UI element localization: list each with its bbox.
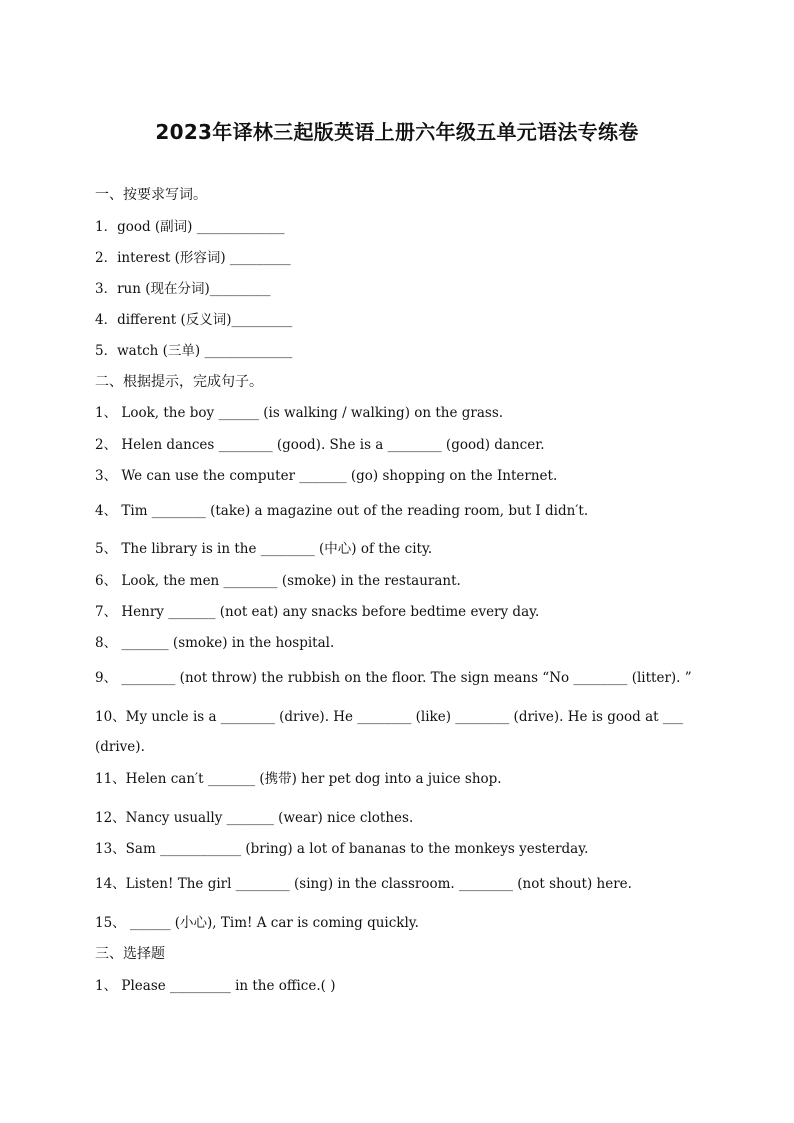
exercise-item-continued: (drive). xyxy=(95,739,145,755)
exercise-item: 2、 Helen dances ________ (good). She is a ________ (good) dancer. xyxy=(95,437,545,453)
exercise-item: 9、 ________ (not throw) the rubbish on the floor. The sign means “No ________ (litter). ” xyxy=(95,670,692,686)
exercise-item: 3．run (现在分词)_________ xyxy=(95,281,271,297)
exercise-item: 8、 _______ (smoke) in the hospital. xyxy=(95,635,335,651)
exercise-item: 7、 Henry _______ (not eat) any snacks before bedtime every day. xyxy=(95,604,540,620)
exercise-item: 10、My uncle is a ________ (drive). He ________ (like) ________ (drive). He is good at ___ xyxy=(95,709,684,725)
section-heading-3: 三、选择题 xyxy=(95,946,165,962)
exercise-item: 5、 The library is in the ________ (中心) of the city. xyxy=(95,541,433,557)
exercise-item: 13、Sam ____________ (bring) a lot of bananas to the monkeys yesterday. xyxy=(95,841,589,857)
section-heading-2: 二、根据提示，完成句子。 xyxy=(95,374,263,390)
exercise-item: 15、 ______ (小心), Tim! A car is coming quickly. xyxy=(95,915,419,931)
section-heading-1: 一、按要求写词。 xyxy=(95,187,207,203)
exercise-item: 14、Listen! The girl ________ (sing) in the classroom. ________ (not shout) here. xyxy=(95,876,632,892)
exercise-item: 5．watch (三单) _____________ xyxy=(95,343,293,359)
exercise-item: 4．different (反义词)_________ xyxy=(95,312,293,328)
page-title: 2023年译林三起版英语上册六年级五单元语法专练卷 xyxy=(155,120,639,144)
exercise-item: 3、 We can use the computer _______ (go) shopping on the Internet. xyxy=(95,468,558,484)
exercise-item: 4、 Tim ________ (take) a magazine out of the reading room, but I didn′t. xyxy=(95,503,589,519)
exercise-item: 6、 Look, the men ________ (smoke) in the restaurant. xyxy=(95,573,461,589)
exercise-item: 1．good (副词) _____________ xyxy=(95,219,285,235)
exercise-item: 12、Nancy usually _______ (wear) nice clothes. xyxy=(95,810,414,826)
exercise-item: 11、Helen can′t _______ (携带) her pet dog into a juice shop. xyxy=(95,771,502,787)
exercise-item: 1、 Please _________ in the office.( ) xyxy=(95,978,336,994)
exercise-item: 2．interest (形容词) _________ xyxy=(95,250,291,266)
exercise-item: 1、 Look, the boy ______ (is walking / walking) on the grass. xyxy=(95,405,504,421)
